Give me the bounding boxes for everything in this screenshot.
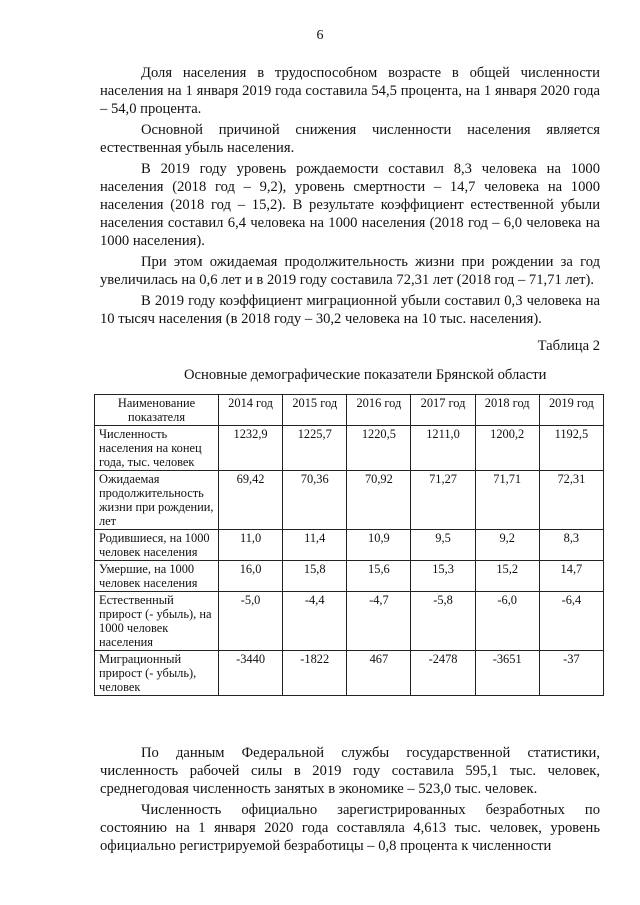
row-name: Численность населения на конец года, тыс. человек [95,426,219,471]
row-name: Родившиеся, на 1000 человек населения [95,530,219,561]
page-number: 6 [316,28,324,43]
table-cell: 72,31 [539,471,603,530]
table-cell: 467 [347,651,411,696]
table-cell: -5,8 [411,592,475,651]
table-row [95,426,604,471]
table-cell: 8,3 [539,530,603,561]
paragraph: По данным Федеральной службы государственной статистики, численность рабочей силы в 2019 году составила 595,1 тыс. человек, среднегодовая численность занятых в экономике – 523,0 тыс. человек. [100,745,600,797]
table-header-row [95,395,604,426]
column-header: 2015 год [283,395,347,426]
table-cell: 15,3 [411,561,475,592]
table-label: Таблица 2 [537,338,600,354]
table-cell: 69,42 [219,471,283,530]
table-cell: -3440 [219,651,283,696]
column-header: Наименование показателя [95,395,219,426]
table-cell: -1822 [283,651,347,696]
row-name: Естественный прирост (- убыль), на 1000 человек населения [95,592,219,651]
table-cell: 1232,9 [219,426,283,471]
table-cell: 11,0 [219,530,283,561]
table-cell: 9,5 [411,530,475,561]
body-text-top [100,64,600,331]
body-text-bottom [100,744,600,858]
table-title: Основные демографические показатели Брянской области [184,367,547,383]
demographic-table [94,394,604,696]
paragraph: Численность официально зарегистрированных безработных по состоянию на 1 января 2020 года составляла 4,613 тыс. человек, уровень официально регистрируемой безработицы – 0,8 процента к численности [100,802,600,854]
table-cell: -4,4 [283,592,347,651]
column-header: 2018 год [475,395,539,426]
table-row [95,530,604,561]
table-cell: 1220,5 [347,426,411,471]
table-cell: -4,7 [347,592,411,651]
row-name: Миграционный прирост (- убыль), человек [95,651,219,696]
table-cell: 9,2 [475,530,539,561]
table-cell: 15,2 [475,561,539,592]
table-cell: 1225,7 [283,426,347,471]
table-cell: 11,4 [283,530,347,561]
row-name: Ожидаемая продолжительность жизни при рождении, лет [95,471,219,530]
table-cell: 16,0 [219,561,283,592]
table-cell: 1200,2 [475,426,539,471]
table-cell: 70,92 [347,471,411,530]
paragraph: При этом ожидаемая продолжительность жизни при рождении за год увеличилась на 0,6 лет и в 2019 году составила 72,31 лет (2018 год – 71,71 лет). [100,254,600,288]
column-header: 2019 год [539,395,603,426]
column-header: 2017 год [411,395,475,426]
table-cell: 70,36 [283,471,347,530]
table-cell: 71,71 [475,471,539,530]
table-cell: -2478 [411,651,475,696]
table-cell: -6,4 [539,592,603,651]
table-cell: 10,9 [347,530,411,561]
table-row [95,592,604,651]
table-row [95,561,604,592]
table-cell: 14,7 [539,561,603,592]
paragraph: В 2019 году коэффициент миграционной убыли составил 0,3 человека на 10 тысяч населения (в 2018 году – 30,2 человека на 10 тыс. населения). [100,293,600,327]
table-row [95,651,604,696]
table-cell: 71,27 [411,471,475,530]
table-cell: 1192,5 [539,426,603,471]
table-cell: -3651 [475,651,539,696]
table-cell: 1211,0 [411,426,475,471]
table-cell: -37 [539,651,603,696]
paragraph: Основной причиной снижения численности населения является естественная убыль населения. [100,122,600,156]
table-cell: 15,6 [347,561,411,592]
paragraph: Доля населения в трудоспособном возрасте в общей численности населения на 1 января 2019 года составила 54,5 процента, на 1 января 2020 года – 54,0 процента. [100,65,600,117]
table-cell: 15,8 [283,561,347,592]
column-header: 2016 год [347,395,411,426]
column-header: 2014 год [219,395,283,426]
table-cell: -5,0 [219,592,283,651]
table-cell: -6,0 [475,592,539,651]
row-name: Умершие, на 1000 человек населения [95,561,219,592]
table-row [95,471,604,530]
paragraph: В 2019 году уровень рождаемости составил 8,3 человека на 1000 населения (2018 год – 9,2), уровень смертности – 14,7 человека на 1000 населения (2018 год – 15,2). В результате коэффициент естественной убыли населения составил 6,4 человека на 1000 населения (2018 год – 6,0 человека на 1000 населения). [100,161,600,249]
